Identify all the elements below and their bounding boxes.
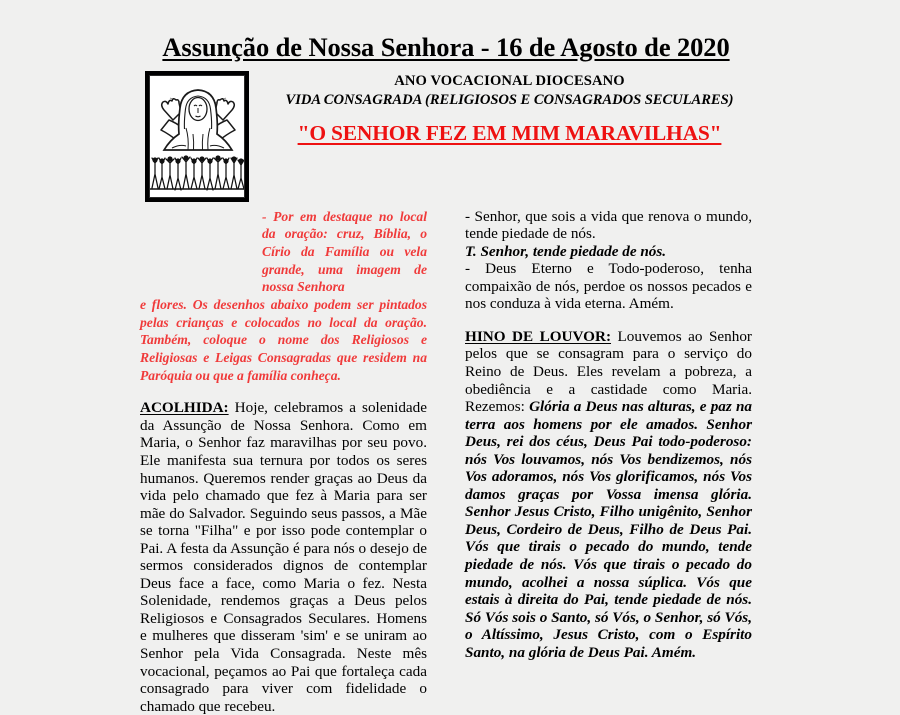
- instruction-text-part1: - Por em destaque no local da oração: cruz, Bíblia, o Círio da Família ou vela grande, uma imagem de nossa Senhora: [262, 208, 427, 295]
- document-page: [140, 0, 753, 715]
- right-column: [465, 208, 752, 662]
- hino-label: HINO DE LOUVOR:: [465, 327, 612, 345]
- gloria-prayer-text: Glória a Deus nas alturas, e paz na terra aos homens por ele amados. Senhor Deus, rei dos céus, Deus Pai todo-poderoso: nós Vos louvamos, nós Vos bendizemos, nós Vos adoramos, nós Vos glorificamos, nós Vos damos graças por Vossa imensa glória. Senhor Jesus Cristo, Filho unigênito, Senhor Deus, Cordeiro de Deus, Filho de Deus Pai. Vós que tirais o pecado do mundo, tende piedade de nós. Vós que tirais o pecado do mundo, acolhei a nossa súplica. Vós que estais à direita do Pai, tende piedade de nós. Só Vós sois o Santo, só Vós, o Senhor, só Vós, o Altíssimo, Jesus Cristo, com o Espírito Santo, na glória de Deus Pai. Amém.: [465, 398, 753, 661]
- theme-heading: "O SENHOR FEZ EM MIM MARAVILHAS": [297, 121, 722, 146]
- assembly-response-first: T. Senhor, tende piedade de nós.: [465, 242, 667, 260]
- header-text-block: [249, 71, 752, 146]
- madonna-illustration-icon: [149, 75, 245, 198]
- instruction-text-part2: e flores. Os desenhos abaixo podem ser pintados pelas crianças e colocados no local da oração. Também, coloque o nome dos Religiosos e Religiosas e Leigas Consagradas que residem na Paróquia ou que a família conheça.: [140, 296, 427, 383]
- acolhida-label: ACOLHIDA:: [140, 399, 229, 417]
- invocation-first: - Senhor, que sois a vida que renova o mundo, tende piedade de nós.: [465, 207, 752, 243]
- subtitle-primary: ANO VOCACIONAL DIOCESANO: [394, 72, 625, 89]
- left-column: [140, 208, 427, 715]
- illustration-frame: [145, 71, 249, 202]
- acolhida-paragraph: [140, 399, 427, 715]
- acolhida-body: Hoje, celebramos a solenidade da Assunção de Nossa Senhora. Como em Maria, o Senhor faz maravilhas por seu povo. Ele manifesta sua ternura por todos os seres humanos. Queremos render graças ao Deus da vida pelo chamado que fez à Maria para ser mãe do Salvador. Seguindo seus passos, a Mãe se torna "Filha" e por isso pode contemplar o Pai. A festa da Assunção é para nós o desejo de sermos considerados dignos de contemplar Deus face a face, como Maria o fez. Nesta Solenidade, rendemos graças a Deus pelos Religiosos e Consagrados Seculares. Homens e mulheres que disseram 'sim' e se uniram ao Senhor pela Vida Consagrada. Neste mês vocacional, peçamos ao Pai que fortaleça cada consagrado para viver com fidelidade o chamado que recebeu.: [140, 399, 427, 715]
- page-title: Assunção de Nossa Senhora - 16 de Agosto de 2020: [162, 32, 730, 62]
- hino-de-louvor-paragraph: [465, 328, 752, 661]
- body-columns: [140, 208, 752, 715]
- hino-intro: Louvemos ao Senhor pelos que se consagram para o serviço do Reino de Deus. Eles revelam a pobreza, a obediência e a castidade como Maria. Rezemos:: [465, 327, 752, 416]
- header-row: [140, 71, 752, 202]
- subtitle-secondary: VIDA CONSAGRADA (RELIGIOSOS E CONSAGRADOS SECULARES): [285, 91, 734, 108]
- invocation-second: - Deus Eterno e Todo-poderoso, tenha compaixão de nós, perdoe os nossos pecados e nos conduza à vida eterna. Amém.: [465, 260, 752, 313]
